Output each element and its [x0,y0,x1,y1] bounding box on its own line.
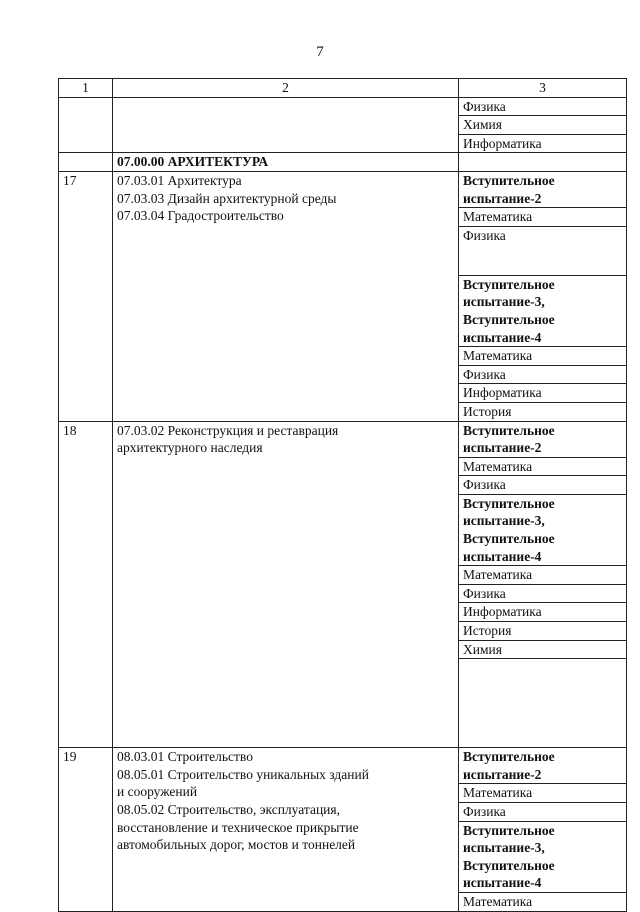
specialty-list [113,421,459,748]
specialty-name: 07.03.02 Реконструкция и реставрация [117,422,339,438]
number-cell [59,97,113,153]
exam-label: Вступительное испытание-2 [459,748,627,784]
exam-label: Вступительное испытание-3, Вступительное испытание-4 [459,494,627,565]
table-row [59,97,627,116]
specialty-name: 08.03.01 Строительство [117,749,253,765]
subject-cell: Математика [459,457,627,476]
specialty-name: 08.05.02 Строительство, эксплуатация, [117,801,340,817]
subject-cell: Информатика [459,134,627,153]
specialty-name: автомобильных дорог, мостов и тоннелей [117,837,356,853]
number-cell [459,659,627,748]
group-title: 07.00.00 АРХИТЕКТУРА [113,153,459,172]
subject-cell: Физика [459,802,627,821]
table-header-row [59,79,627,98]
specialty-list [113,171,459,421]
subject-cell [459,153,627,172]
column-header-2: 2 [113,79,459,98]
table-row [59,748,627,784]
specialty-name: 07.03.03 Дизайн архитектурной среды [117,190,337,206]
specialty-cell [113,97,459,153]
subject-cell: Физика [459,97,627,116]
specialty-list [113,748,459,911]
subject-cell: Физика [459,226,627,275]
subject-cell: Информатика [459,603,627,622]
column-header-3: 3 [459,79,627,98]
subject-cell: Физика [459,365,627,384]
subject-cell: Математика [459,347,627,366]
subject-cell: Информатика [459,384,627,403]
page-number: 7 [316,44,324,60]
subject-cell: Химия [459,640,627,659]
subject-cell: Математика [459,566,627,585]
table-row [59,171,627,207]
subject-cell: Математика [459,784,627,803]
specialty-name: 07.03.01 Архитектура [117,172,242,188]
table-row [59,421,627,457]
exam-label: Вступительное испытание-3, Вступительное испытание-4 [459,821,627,892]
specialty-name: 08.05.01 Строительство уникальных зданий [117,766,369,782]
specialty-name: восстановление и техническое прикрытие [117,819,359,835]
row-number: 19 [59,748,113,911]
subject-cell: История [459,622,627,641]
subject-cell: Математика [459,892,627,911]
exam-label: Вступительное испытание-3, Вступительное испытание-4 [459,275,627,346]
exam-label: Вступительное испытание-2 [459,421,627,457]
column-header-1: 1 [59,79,113,98]
subject-cell: Физика [459,476,627,495]
subject-cell: Химия [459,116,627,135]
subject-cell: Математика [459,208,627,227]
exam-label: Вступительное испытание-2 [459,171,627,207]
specialty-name: и сооружений [117,784,198,800]
admission-subjects-table [58,78,627,912]
specialty-name: 07.03.04 Градостроительство [117,208,284,224]
specialty-name: архитектурного наследия [117,440,263,456]
row-number: 18 [59,421,113,748]
number-cell [59,153,113,172]
group-header-row [59,153,627,172]
subject-cell: Физика [459,584,627,603]
row-number: 17 [59,171,113,421]
subject-cell: История [459,402,627,421]
